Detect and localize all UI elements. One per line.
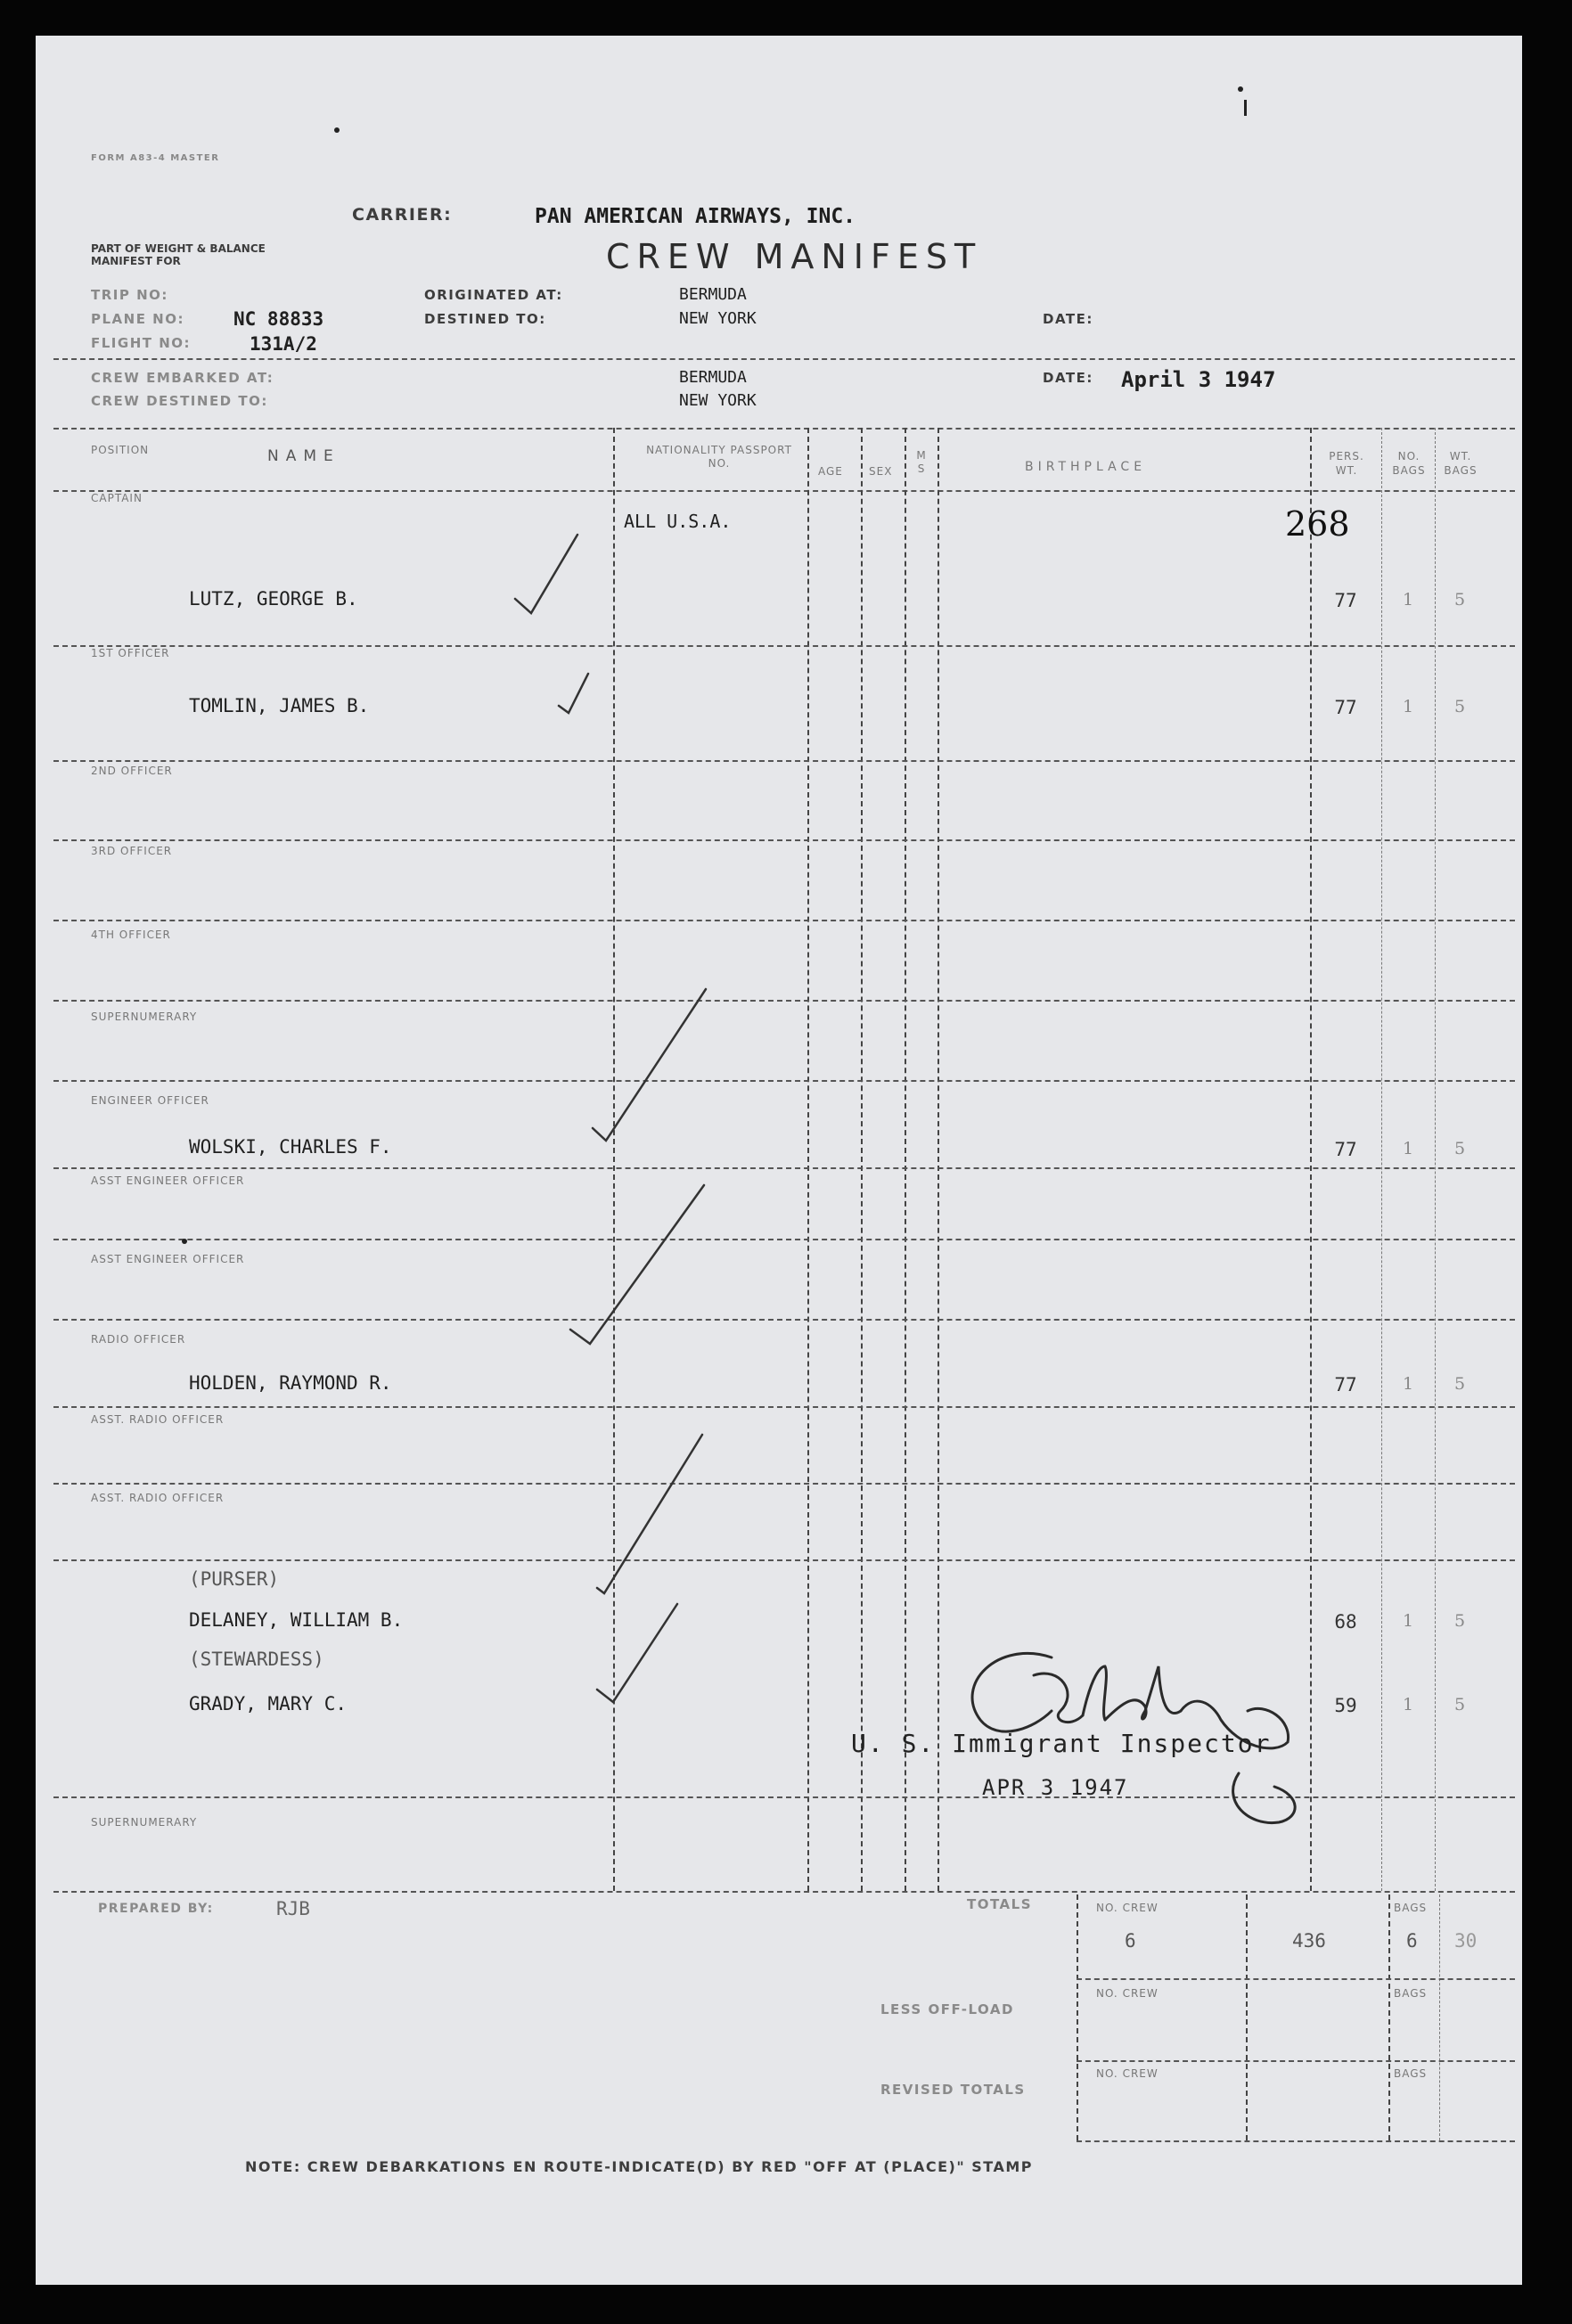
revised-no-crew-label: NO. CREW bbox=[1096, 2067, 1159, 2080]
carrier-label: CARRIER: bbox=[352, 205, 453, 225]
crew-name: WOLSKI, CHARLES F. bbox=[189, 1136, 392, 1158]
inspector-stamp-line2: APR 3 1947 bbox=[982, 1775, 1129, 1800]
nationality-all: ALL U.S.A. bbox=[624, 511, 732, 532]
part-of-label: PART OF WEIGHT & BALANCE MANIFEST FOR bbox=[91, 242, 266, 267]
row-position-label: RADIO OFFICER bbox=[91, 1333, 186, 1346]
header-no-bags: NO. BAGS bbox=[1392, 450, 1426, 477]
row-position-label: ASST. RADIO OFFICER bbox=[91, 1413, 225, 1426]
plane-no-label: PLANE NO: bbox=[91, 311, 184, 327]
crew-destined-label: CREW DESTINED TO: bbox=[91, 393, 268, 409]
row-position-label: ASST ENGINEER OFFICER bbox=[91, 1174, 245, 1187]
header-ms: M S bbox=[916, 449, 927, 475]
row-position-label: 3RD OFFICER bbox=[91, 845, 173, 857]
check-mark bbox=[559, 674, 588, 713]
totals-rule bbox=[1077, 1894, 1078, 2140]
prepared-by-label: PREPARED BY: bbox=[98, 1902, 214, 1916]
less-no-crew-label: NO. CREW bbox=[1096, 1987, 1159, 2000]
crew-name: LUTZ, GEORGE B. bbox=[189, 588, 358, 610]
crew-bags: 1 bbox=[1402, 697, 1414, 716]
total-weight-header: 268 bbox=[1285, 504, 1350, 544]
row-position-label: ASST ENGINEER OFFICER bbox=[91, 1253, 245, 1265]
totals-rule bbox=[1077, 2060, 1515, 2062]
row-position-label: 1ST OFFICER bbox=[91, 647, 170, 659]
row-position-label: (STEWARDESS) bbox=[189, 1649, 324, 1670]
carrier-name: PAN AMERICAN AIRWAYS, INC. bbox=[535, 205, 856, 228]
less-bags-label: BAGS bbox=[1394, 1987, 1428, 2000]
check-mark bbox=[515, 535, 577, 613]
ink-marks bbox=[182, 86, 1247, 1244]
crew-name: TOMLIN, JAMES B. bbox=[189, 695, 370, 716]
totals-weight: 436 bbox=[1292, 1930, 1326, 1952]
crew-embarked-value: BERMUDA bbox=[679, 368, 747, 387]
prepared-by-value: RJB bbox=[276, 1898, 310, 1919]
totals-rule bbox=[1439, 1894, 1440, 2140]
totals-label: TOTALS bbox=[967, 1896, 1033, 1912]
note-text: NOTE: CREW DEBARKATIONS EN ROUTE-INDICATE(D) BY RED "OFF AT (PLACE)" STAMP bbox=[245, 2158, 1033, 2175]
date-value: April 3 1947 bbox=[1121, 367, 1276, 392]
row-position-label: 2ND OFFICER bbox=[91, 765, 173, 777]
row-position-label: ENGINEER OFFICER bbox=[91, 1094, 209, 1107]
check-mark bbox=[593, 989, 706, 1141]
header-name: NAME bbox=[267, 447, 340, 465]
revised-bags-label: BAGS bbox=[1394, 2067, 1428, 2080]
crew-bag-weight: 5 bbox=[1453, 1611, 1466, 1631]
totals-rule bbox=[1246, 1894, 1248, 2140]
header-position: POSITION bbox=[91, 444, 150, 456]
totals-rule bbox=[1388, 1894, 1390, 2140]
less-off-load-label: LESS OFF-LOAD bbox=[880, 2001, 1014, 2017]
row-position-label: ASST. RADIO OFFICER bbox=[91, 1492, 225, 1504]
check-mark bbox=[597, 1435, 702, 1593]
originated-at-label: ORIGINATED AT: bbox=[424, 287, 563, 303]
header-age: AGE bbox=[818, 465, 843, 478]
crew-bag-weight: 5 bbox=[1453, 1374, 1466, 1394]
inspector-stamp-line1: U. S. Immigrant Inspector bbox=[851, 1729, 1272, 1758]
totals-rule bbox=[1077, 2140, 1515, 2142]
crew-name: HOLDEN, RAYMOND R. bbox=[189, 1372, 392, 1394]
date-top-label: DATE: bbox=[1043, 311, 1093, 327]
crew-bags: 1 bbox=[1402, 1611, 1414, 1631]
row-position-label: (PURSER) bbox=[189, 1568, 280, 1590]
date-label: DATE: bbox=[1043, 370, 1093, 386]
crew-embarked-label: CREW EMBARKED AT: bbox=[91, 370, 274, 386]
crew-bags: 1 bbox=[1402, 1139, 1414, 1158]
plane-no-value: NC 88833 bbox=[233, 308, 324, 330]
row-position-label: 4TH OFFICER bbox=[91, 929, 171, 941]
totals-rule bbox=[1077, 1978, 1515, 1980]
crew-weight: 77 bbox=[1334, 697, 1357, 718]
totals-no-crew: 6 bbox=[1125, 1930, 1136, 1952]
crew-bag-weight: 5 bbox=[1453, 1139, 1466, 1158]
destined-to-label: DESTINED TO: bbox=[424, 311, 546, 327]
crew-name: DELANEY, WILLIAM B. bbox=[189, 1609, 404, 1631]
header-birthplace: BIRTHPLACE bbox=[1025, 460, 1147, 474]
crew-weight: 77 bbox=[1334, 1374, 1357, 1395]
crew-destined-value: NEW YORK bbox=[679, 391, 757, 410]
crew-weight: 68 bbox=[1334, 1611, 1357, 1633]
header-wt-bags: WT. BAGS bbox=[1444, 450, 1478, 477]
row-position-label: SUPERNUMERARY bbox=[91, 1011, 198, 1023]
row-position-label: SUPERNUMERARY bbox=[91, 1816, 198, 1829]
crew-bags: 1 bbox=[1402, 1695, 1414, 1714]
totals-bags-label: BAGS bbox=[1394, 1902, 1428, 1914]
manifest-sheet bbox=[36, 36, 1522, 2285]
header-nationality: NATIONALITY PASSPORT NO. bbox=[646, 444, 792, 470]
form-code: FORM A83-4 MASTER bbox=[91, 153, 220, 163]
crew-weight: 77 bbox=[1334, 590, 1357, 611]
row-position-label: CAPTAIN bbox=[91, 492, 143, 504]
originated-at-value: BERMUDA bbox=[679, 285, 747, 304]
crew-bag-weight: 5 bbox=[1453, 697, 1466, 716]
trip-no-label: TRIP NO: bbox=[91, 287, 168, 303]
flight-no-label: FLIGHT NO: bbox=[91, 335, 192, 351]
check-mark bbox=[570, 1185, 704, 1344]
crew-bags: 1 bbox=[1402, 590, 1414, 610]
totals-bags: 6 bbox=[1406, 1930, 1418, 1952]
totals-no-crew-label: NO. CREW bbox=[1096, 1902, 1159, 1914]
crew-bags: 1 bbox=[1402, 1374, 1414, 1394]
flight-no-value: 131A/2 bbox=[250, 333, 317, 355]
revised-totals-label: REVISED TOTALS bbox=[880, 2082, 1026, 2098]
crew-weight: 59 bbox=[1334, 1695, 1357, 1716]
form-title: CREW MANIFEST bbox=[606, 237, 983, 276]
check-mark bbox=[597, 1604, 677, 1702]
destined-to-value: NEW YORK bbox=[679, 309, 757, 328]
crew-weight: 77 bbox=[1334, 1139, 1357, 1160]
header-pers-wt: PERS. WT. bbox=[1329, 450, 1364, 477]
crew-bag-weight: 5 bbox=[1453, 590, 1466, 610]
header-sex: SEX bbox=[869, 465, 893, 478]
totals-bag-weight: 30 bbox=[1454, 1930, 1478, 1952]
crew-bag-weight: 5 bbox=[1453, 1695, 1466, 1714]
crew-name: GRADY, MARY C. bbox=[189, 1693, 348, 1714]
